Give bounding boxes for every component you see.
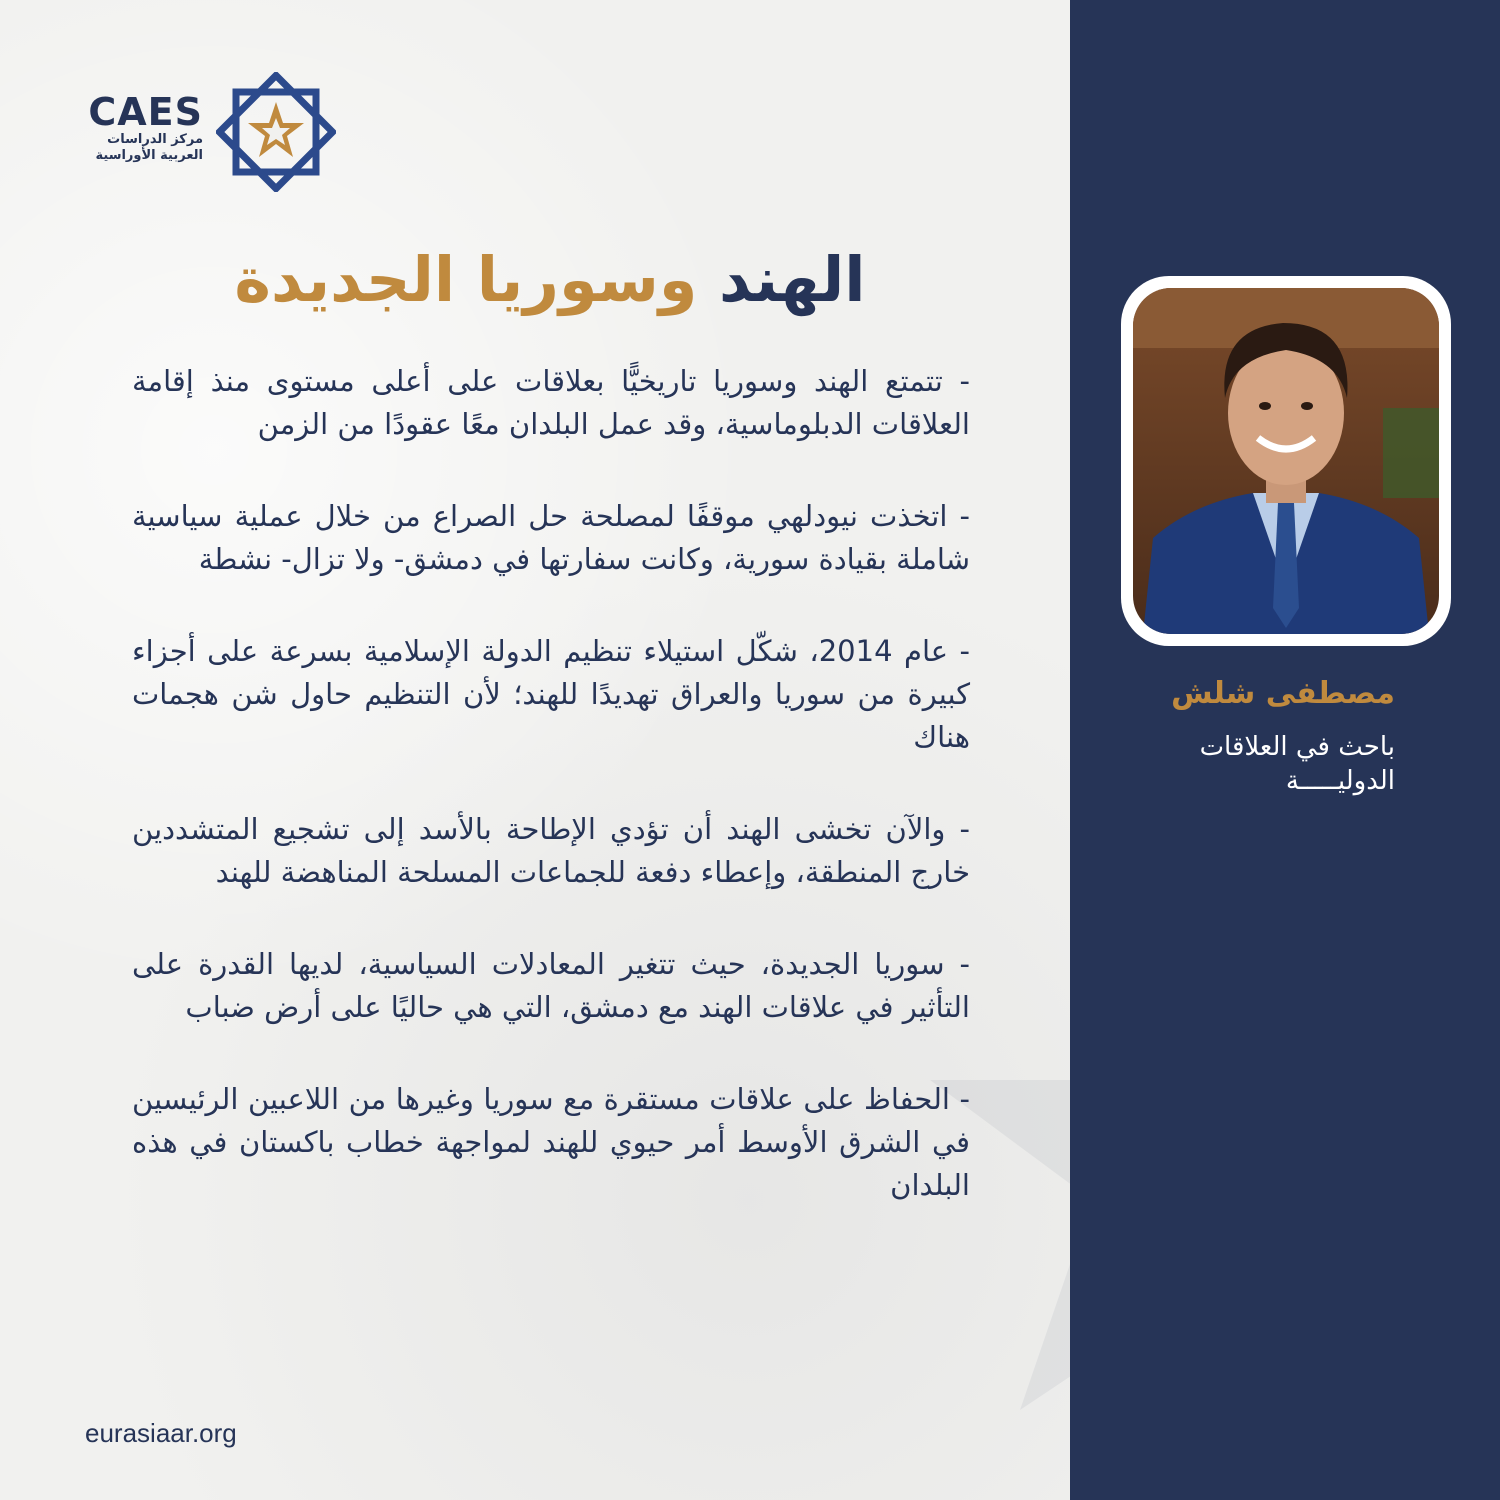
paragraph-3: - عام 2014، شكّل استيلاء تنظيم الدولة الإسلامية بسرعة على أجزاء كبيرة من سوريا والعراق تهديدًا للهند؛ لأن التنظيم حاول شن هجمات هناك (132, 634, 970, 754)
star-emblem-icon (216, 72, 336, 192)
logo-text (78, 92, 203, 164)
paragraph-5: - سوريا الجديدة، حيث تتغير المعادلات السياسية، لديها القدرة على التأثير في علاقات الهند مع دمشق، التي هي حاليًا على أرض ضباب (132, 947, 970, 1024)
author-role-line2: الدوليـــــة (1285, 766, 1395, 796)
logo-acronym: CAES (88, 90, 203, 134)
author-photo (1133, 288, 1439, 634)
logo-name-line2: العربية الأوراسية (95, 148, 203, 163)
website-url: eurasiaar.org (85, 1418, 237, 1448)
caes-logo (78, 72, 338, 192)
paragraph-4: - والآن تخشى الهند أن تؤدي الإطاحة بالأسد إلى تشجيع المتشددين خارج المنطقة، وإعطاء دفعة للجماعات المسلحة المناهضة للهند (132, 812, 970, 889)
author-name: مصطفى شلش (1171, 676, 1395, 711)
paragraph-2: - اتخذت نيودلهي موقفًا لمصلحة حل الصراع من خلال عملية سياسية شاملة بقيادة سورية، وكانت سفارتها في دمشق- ولا تزال- نشطة (132, 499, 970, 576)
article-body (132, 360, 970, 1256)
paragraph-6: - الحفاظ على علاقات مستقرة مع سوريا وغيرها من اللاعبين الرئيسين في الشرق الأوسط أمر حيوي للهند لمواجهة خطاب باكستان في هذه البلدان (132, 1082, 970, 1202)
title-part-1: الهند (718, 243, 866, 316)
page-title (130, 235, 970, 325)
paragraph-1: - تتمتع الهند وسوريا تاريخيًّا بعلاقات على أعلى مستوى منذ إقامة العلاقات الدبلوماسية، وقد عمل البلدان معًا عقودًا من الزمن (132, 364, 970, 441)
author-role-line1: باحث في العلاقات (1199, 732, 1395, 762)
author-role (1085, 730, 1395, 798)
author-photo-frame (1121, 276, 1451, 646)
emblem-watermark-icon (900, 900, 1500, 1500)
title-part-2: وسوريا الجديدة (234, 243, 698, 316)
logo-name-line1: مركز الدراسات (107, 132, 203, 147)
